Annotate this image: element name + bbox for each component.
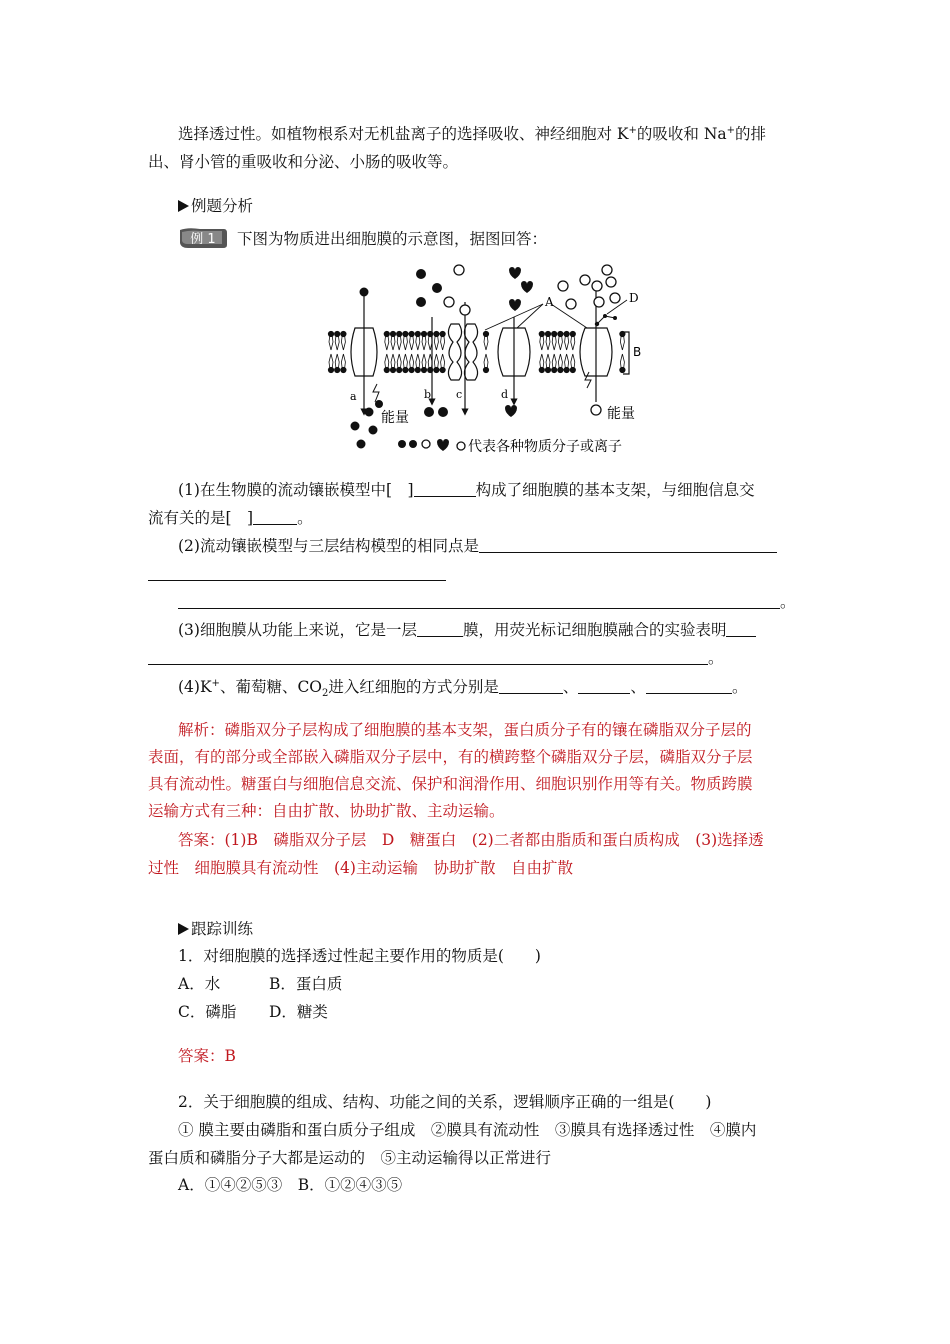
training-q2-items-2: 蛋白质和磷脂分子大都是运动的 ⑤主动运输得以正常进行: [148, 1149, 552, 1167]
q2-text: (2)流动镶嵌模型与三层结构模型的相同点是: [178, 537, 479, 555]
answer-blank[interactable]: [148, 649, 708, 665]
example-badge: [178, 227, 228, 249]
lipid-head: [570, 367, 575, 372]
question-3-line-1: [178, 619, 756, 641]
lipid-head: [564, 367, 569, 372]
lipid-head: [341, 331, 346, 336]
label-a: a: [350, 390, 357, 403]
lipid-head: [390, 331, 395, 336]
label-B: B: [633, 345, 642, 359]
channel-protein-c: [448, 324, 461, 380]
lipid-head: [552, 331, 557, 336]
lipid-head: [421, 331, 426, 336]
lipid-head: [403, 367, 408, 372]
option-A[interactable]: A．水: [178, 975, 221, 993]
lipid-head: [552, 367, 557, 372]
question-2-line-2: [148, 563, 446, 585]
q4-text-b: 、葡萄糖、CO: [219, 678, 323, 696]
q3-end: 。: [708, 649, 724, 667]
option-C[interactable]: C．磷脂: [178, 1003, 237, 1021]
q4-text-a: (4)K: [178, 678, 212, 696]
answer-blank[interactable]: [414, 481, 476, 497]
lipid-head: [341, 367, 346, 372]
answer-line-2: 过性 细胞膜具有流动性 (4)主动运输 协助扩散 自由扩散: [148, 859, 573, 877]
question-4: [178, 676, 747, 698]
q3-text-b: 膜，用荧光标记细胞膜融合的实验表明: [462, 621, 727, 639]
separator: 、: [630, 678, 646, 696]
training-q2-items-1: ① 膜主要由磷脂和蛋白质分子组成 ②膜具有流动性 ③膜具有选择透过性 ④膜内: [178, 1121, 757, 1139]
q1-text-a: (1)在生物膜的流动镶嵌模型中[ ]: [178, 481, 414, 499]
superscript: +: [628, 124, 637, 136]
subscript: 2: [322, 688, 329, 700]
label-D: D: [629, 291, 639, 305]
superscript: +: [726, 124, 736, 136]
analysis-line-3: 具有流动性。糖蛋白与细胞信息交流、保护和润滑作用、细胞识别作用等有关。物质跨膜: [148, 775, 753, 793]
q1-text-b: 构成了细胞膜的基本支架，与细胞信息交: [475, 481, 755, 499]
lipid-head: [545, 331, 550, 336]
label-A: A: [545, 295, 554, 309]
separator: 、: [562, 678, 579, 696]
answer-blank[interactable]: [646, 678, 732, 694]
answer-blank[interactable]: [178, 593, 780, 609]
analysis-line-2: 表面，有的部分或全部嵌入磷脂双分子层中，有的横跨整个磷脂双分子层，磷脂双分子层: [148, 748, 753, 766]
training-q1-answer: 答案：B: [178, 1047, 236, 1065]
energy-label-right: 能量: [607, 406, 635, 422]
answer-blank[interactable]: [479, 537, 777, 553]
q3-text-a: (3)细胞膜从功能上来说，它是一层: [178, 621, 417, 639]
lipid-head: [564, 331, 569, 336]
intro-text-c: 的排: [735, 125, 767, 143]
lipid-head: [421, 367, 426, 372]
lipid-head: [415, 367, 420, 372]
example-heading-text: 例题分析: [191, 197, 254, 215]
lipid-head: [539, 367, 544, 372]
question-2-line-3: [178, 591, 796, 613]
answer-blank[interactable]: [148, 565, 446, 581]
lipid-head: [558, 331, 563, 336]
answer-blank[interactable]: [253, 509, 297, 525]
training-q2: 2．关于细胞膜的组成、结构、功能之间的关系，逻辑顺序正确的一组是( ): [178, 1093, 712, 1111]
legend-text: 代表各种物质分子或离子: [468, 439, 622, 455]
lipid-head: [335, 367, 340, 372]
lipid-head: [390, 367, 395, 372]
lipid-head: [434, 331, 439, 336]
question-2-line-1: [178, 535, 777, 557]
training-heading: [178, 918, 253, 940]
lipid-head: [440, 331, 445, 336]
membrane-diagram: [325, 262, 665, 462]
badge-text: 例 1: [190, 232, 216, 247]
lipid-head: [335, 331, 340, 336]
example-heading: [178, 195, 253, 217]
answer-line-1: 答案：(1)B 磷脂双分子层 D 糖蛋白 (2)二者都由脂质和蛋白质构成 (3)选择透: [178, 831, 764, 849]
q2-end: 。: [780, 593, 796, 611]
label-b: b: [424, 388, 432, 401]
lipid-head: [440, 367, 445, 372]
label-c: c: [456, 388, 463, 401]
energy-label-left: 能量: [381, 410, 409, 426]
training-q1: 1．对细胞膜的选择透过性起主要作用的物质是( ): [178, 947, 541, 965]
lipid-head: [539, 331, 544, 336]
intro-line-2: 出、肾小管的重吸收和分泌、小肠的吸收等。: [148, 153, 459, 171]
channel-protein-c2: [464, 324, 477, 380]
triangle-bullet-icon: [178, 200, 189, 212]
lipid-head: [403, 331, 408, 336]
lipid-head: [558, 367, 563, 372]
lipid-head: [384, 367, 389, 372]
label-d: d: [501, 388, 509, 401]
answer-blank[interactable]: [726, 621, 756, 637]
lipid-head: [409, 331, 414, 336]
lipid-head: [384, 331, 389, 336]
lipid-head: [397, 367, 402, 372]
analysis-line-4: 运输方式有三种：自由扩散、协助扩散、主动运输。: [148, 802, 505, 820]
q4-text-c: 进入红细胞的方式分别是: [328, 678, 499, 696]
q4-end: 。: [731, 678, 748, 696]
option-B[interactable]: B．蛋白质: [269, 975, 343, 993]
q1-text-c: 流有关的是[ ]: [148, 509, 254, 527]
intro-line-1: [178, 123, 766, 145]
lipid-head: [328, 367, 333, 372]
analysis-line-1: 解析：磷脂双分子层构成了细胞膜的基本支架，蛋白质分子有的镶在磷脂双分子层的: [178, 721, 752, 739]
lipid-head: [483, 367, 488, 372]
lipid-head: [415, 331, 420, 336]
lipid-head: [570, 331, 575, 336]
lipid-head: [545, 367, 550, 372]
lipid-head: [328, 331, 333, 336]
superscript: +: [211, 677, 220, 689]
training-q2-options[interactable]: A．①④②⑤③ B．①②④③⑤: [178, 1176, 403, 1194]
answer-blank[interactable]: [417, 621, 463, 637]
triangle-bullet-icon: [178, 923, 189, 935]
q1-text-d: 。: [297, 509, 313, 527]
question-1-line-2: [148, 507, 313, 529]
lipid-head: [397, 331, 402, 336]
training-heading-text: 跟踪训练: [191, 920, 254, 938]
answer-blank[interactable]: [499, 678, 563, 694]
lipid-head: [620, 367, 625, 372]
question-3-line-2: [148, 647, 724, 669]
lipid-head: [483, 331, 488, 336]
question-1-line-1: [178, 479, 755, 501]
answer-blank[interactable]: [578, 678, 630, 694]
intro-text-a: 选择透过性。如植物根系对无机盐离子的选择吸收、神经细胞对 K: [178, 125, 629, 143]
example-prompt: 下图为物质进出细胞膜的示意图，据图回答：: [237, 230, 548, 248]
lipid-head: [434, 367, 439, 372]
option-D[interactable]: D．糖类: [269, 1003, 328, 1021]
intro-text-b: 的吸收和 Na: [636, 125, 727, 143]
lipid-head: [409, 367, 414, 372]
